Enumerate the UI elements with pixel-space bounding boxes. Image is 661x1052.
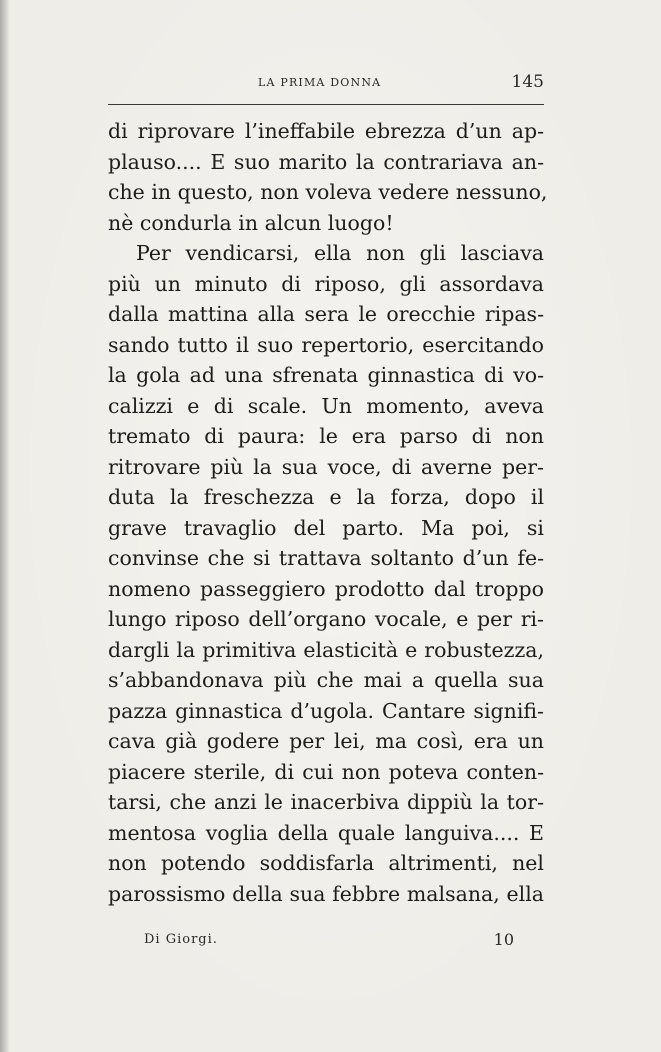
text-line: più un minuto di riposo, gli assordava bbox=[108, 271, 544, 296]
header-rule bbox=[108, 104, 544, 105]
text-line: non potendo soddisfarla altrimenti, nel bbox=[108, 851, 544, 875]
text-line: s’abbandonava più che mai a quella sua bbox=[108, 668, 544, 692]
signature-number: 10 bbox=[493, 930, 514, 949]
text-line: dalla mattina alla sera le orecchie ripas- bbox=[108, 302, 544, 326]
text-line: sando tutto il suo repertorio, esercitando bbox=[108, 332, 544, 357]
text-line: che in questo, non voleva vedere nessuno, bbox=[108, 180, 548, 204]
text-line: parossismo della sua febbre malsana, ella bbox=[108, 881, 544, 906]
printer-signature: Di Giorgi. bbox=[144, 932, 218, 947]
text-line: mentosa voglia della quale languiva.... E bbox=[108, 820, 544, 845]
text-line: tarsi, che anzi le inacerbiva dippiù la tor- bbox=[108, 790, 544, 814]
page-number: 145 bbox=[511, 72, 544, 92]
text-line: la gola ad una sfrenata ginnastica di vo- bbox=[108, 363, 544, 387]
text-line: nè condurla in alcun luogo! bbox=[108, 210, 394, 235]
text-line: di riprovare l’ineffabile ebrezza d’un ap- bbox=[108, 119, 544, 143]
text-line: pazza ginnastica d’ugola. Cantare signifi- bbox=[108, 698, 544, 723]
text-line: duta la freschezza e la forza, dopo il bbox=[108, 485, 544, 509]
text-line: plauso.... E suo marito la contrariava an- bbox=[108, 149, 544, 174]
text-line: convinse che si trattava soltanto d’un fe- bbox=[108, 546, 544, 570]
text-line: nomeno passeggiero prodotto dal troppo bbox=[108, 576, 544, 601]
text-line: calizzi e di scale. Un momento, aveva bbox=[108, 393, 544, 418]
running-title: LA PRIMA DONNA bbox=[258, 76, 382, 89]
text-line: dargli la primitiva elasticità e robustezza, bbox=[108, 637, 544, 662]
text-line: tremato di paura: le era parso di non bbox=[108, 424, 544, 448]
text-line: piacere sterile, di cui non poteva conten- bbox=[108, 759, 544, 784]
text-line: Per vendicarsi, ella non gli lasciava bbox=[136, 241, 544, 265]
text-line: grave travaglio del parto. Ma poi, si bbox=[108, 515, 544, 540]
text-line: ritrovare più la sua voce, di averne per- bbox=[108, 454, 544, 479]
text-line: lungo riposo dell’organo vocale, e per ri- bbox=[108, 607, 544, 631]
spine-shadow bbox=[0, 0, 10, 1052]
body-text bbox=[108, 116, 548, 909]
text-line: cava già godere per lei, ma così, era un bbox=[108, 729, 544, 753]
running-head bbox=[108, 72, 544, 94]
signature-footer bbox=[108, 930, 544, 950]
